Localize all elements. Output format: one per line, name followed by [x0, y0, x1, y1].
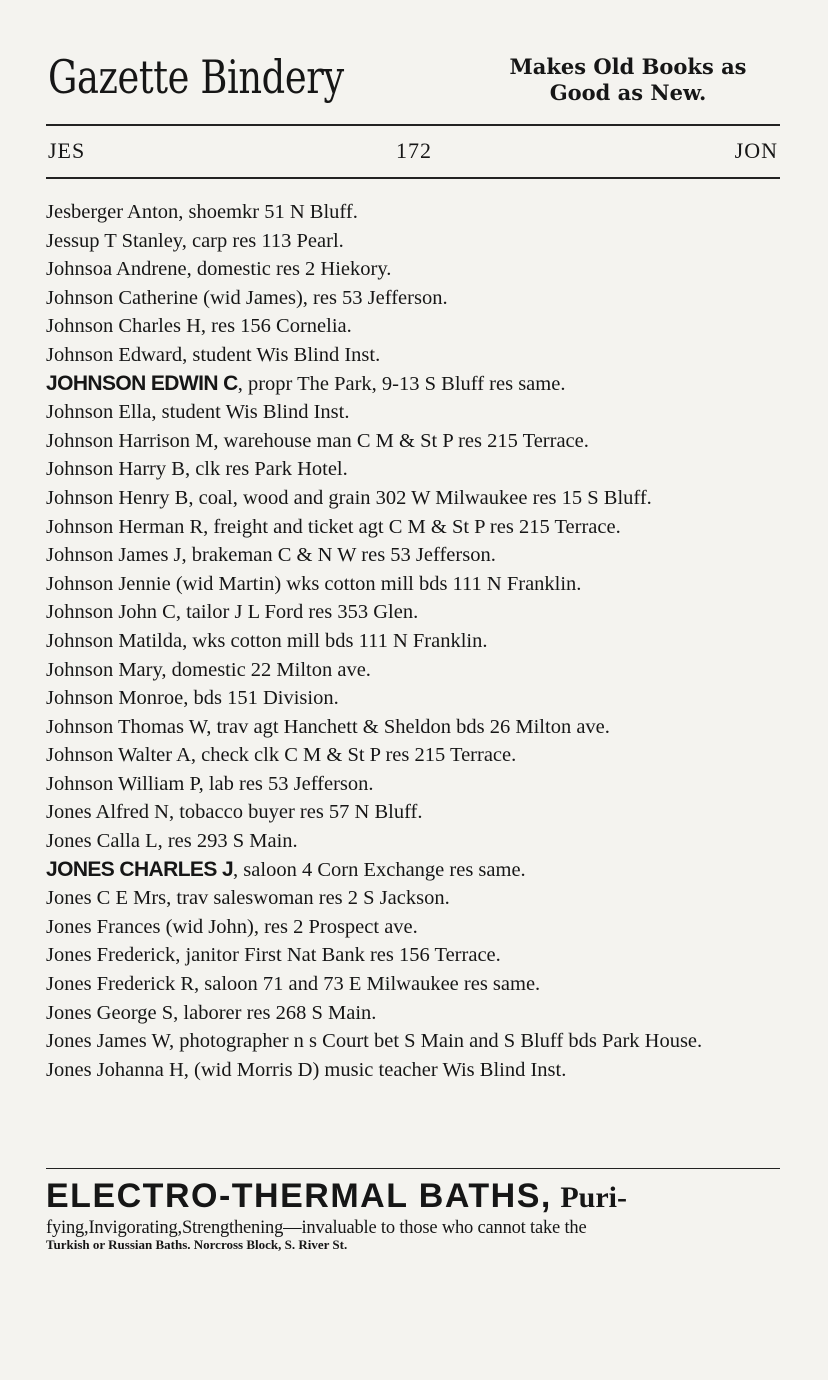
entry-name: Johnson Jennie: [46, 572, 171, 595]
entry-name: Jones Calla L: [46, 830, 158, 853]
entry-name: Jones George S: [46, 1001, 174, 1024]
footer-advertisement: [46, 1176, 786, 1252]
header-rule: [46, 124, 780, 126]
directory-entry: [46, 913, 780, 942]
entry-details: , laborer res 268 S Main.: [173, 1001, 377, 1024]
entry-details: , clk res Park Hotel.: [184, 458, 348, 481]
footer-rule: [46, 1168, 780, 1169]
directory-entry: [46, 684, 780, 713]
entry-name: Johnson Monroe: [46, 687, 184, 710]
entry-details: , saloon 71 and 73 E Milwaukee res same.: [194, 973, 541, 996]
entry-name: Johnson Thomas W: [46, 715, 207, 738]
ad-address-line: Turkish or Russian Baths. Norcross Block, S. River St.: [46, 1237, 348, 1252]
entry-details: , student Wis Blind Inst.: [151, 401, 350, 424]
directory-entry: [46, 1027, 780, 1056]
directory-entry: [46, 941, 780, 970]
ad-headline-tail: Puri-: [560, 1181, 627, 1214]
directory-entry: [46, 798, 780, 827]
banner-tagline: [474, 54, 782, 106]
entry-name: Johnson Catherine: [46, 286, 199, 309]
directory-entry: [46, 884, 780, 913]
entry-name: Jesberger Anton: [46, 201, 179, 223]
entry-name: Johnson Charles H: [46, 315, 201, 338]
directory-entry: [46, 970, 780, 999]
entry-details: , propr The Park, 9-13 S Bluff res same.: [237, 372, 566, 395]
entry-name: Jessup T Stanley: [46, 229, 182, 252]
banner-title: Gazette Bindery: [48, 50, 344, 104]
entry-name: Johnson James J: [46, 544, 182, 567]
entry-details: , tailor J L Ford res 353 Glen.: [175, 601, 419, 624]
entry-name: Johnson Ella: [46, 401, 152, 424]
directory-entry-featured: [46, 856, 780, 885]
entry-name: JOHNSON EDWIN C: [46, 371, 238, 395]
directory-entry: [46, 598, 780, 627]
entry-details: , warehouse man C M & St P res 215 Terrace.: [213, 429, 589, 452]
directory-entry-featured: [46, 370, 780, 399]
entry-details: , lab res 53 Jefferson.: [198, 772, 374, 795]
entry-name: Johnson William P: [46, 772, 199, 795]
entry-name: Johnson John C: [46, 601, 176, 624]
directory-entry: [46, 999, 780, 1028]
directory-entry: [46, 713, 780, 742]
directory-entry: [46, 284, 780, 313]
entry-name: Jones Frederick: [46, 944, 176, 967]
entry-details: , photographer n s Court bet S Main and S Bluff bds Park House.: [169, 1030, 703, 1053]
page-number: 172: [396, 138, 432, 163]
entry-name: Johnson Harrison M: [46, 429, 214, 452]
entry-name: Johnson Herman R: [46, 515, 204, 538]
directory-entries: [46, 198, 780, 1084]
entry-name: Jones Johanna H: [46, 1058, 184, 1081]
entry-details: , check clk C M & St P res 215 Terrace.: [190, 744, 517, 767]
entry-details: , freight and ticket agt C M & St P res 215 Terrace.: [203, 515, 621, 538]
directory-entry: [46, 427, 780, 456]
banner-tagline-line-2: Good as New.: [549, 80, 707, 105]
entry-details: , domestic 22 Milton ave.: [161, 658, 371, 681]
entry-details: , shoemkr 51 N Bluff.: [178, 201, 358, 223]
directory-entry: [46, 541, 780, 570]
directory-entry: [46, 741, 780, 770]
entry-name: Jones James W: [46, 1030, 169, 1053]
running-head-rule: [46, 177, 780, 179]
entry-details: , trav saleswoman res 2 S Jackson.: [166, 887, 450, 910]
running-head-left: JES: [48, 138, 86, 163]
directory-entry: [46, 827, 780, 856]
directory-entry: [46, 312, 780, 341]
directory-entry: [46, 513, 780, 542]
entry-name: Johnson Matilda: [46, 629, 183, 652]
banner-tagline-line-1: Makes Old Books as: [509, 54, 747, 79]
entry-name: Jones C E Mrs: [46, 887, 167, 910]
entry-name: Johnson Edward: [46, 343, 183, 366]
entry-name: Johnson Henry B: [46, 486, 189, 509]
entry-details: (wid James), res 53 Jefferson.: [198, 286, 448, 309]
directory-entry: [46, 570, 780, 599]
directory-entry: [46, 398, 780, 427]
entry-name: JONES CHARLES J: [46, 857, 234, 881]
directory-entry: [46, 1056, 780, 1085]
entry-details: , res 293 S Main.: [157, 830, 298, 853]
directory-entry: [46, 770, 780, 799]
entry-details: (wid Martin) wks cotton mill bds 111 N Franklin.: [170, 572, 582, 595]
directory-entry: [46, 627, 780, 656]
advertisement-banner: [46, 46, 782, 118]
directory-entry: [46, 198, 780, 227]
running-head-right: JON: [734, 138, 778, 163]
directory-entry: [46, 656, 780, 685]
directory-entry: [46, 255, 780, 284]
entry-name: Johnson Harry B: [46, 458, 185, 481]
entry-details: , brakeman C & N W res 53 Jefferson.: [181, 544, 496, 567]
ad-headline: ELECTRO-THERMAL BATHS,: [46, 1177, 552, 1215]
directory-entry: [46, 455, 780, 484]
directory-entry: [46, 341, 780, 370]
entry-name: Johnsoa Andrene: [46, 258, 187, 281]
entry-details: , wks cotton mill bds 111 N Franklin.: [182, 629, 488, 652]
entry-name: Jones Frederick R: [46, 973, 195, 996]
ad-body-line: fying,Invigorating,Strengthening—invaluable to those who cannot take the: [46, 1218, 587, 1238]
entry-details: , bds 151 Division.: [183, 687, 339, 710]
ad-headline-line: [46, 1176, 786, 1218]
entry-name: Jones Frances: [46, 915, 161, 938]
entry-name: Jones Alfred N: [46, 801, 169, 824]
directory-entry: [46, 484, 780, 513]
entry-details: , res 156 Cornelia.: [200, 315, 352, 338]
entry-details: (wid John), res 2 Prospect ave.: [160, 915, 418, 938]
entry-details: , carp res 113 Pearl.: [181, 229, 344, 252]
entry-name: Johnson Mary: [46, 658, 162, 681]
entry-details: , student Wis Blind Inst.: [182, 343, 381, 366]
entry-details: , domestic res 2 Hiekory.: [186, 258, 392, 281]
entry-details: , tobacco buyer res 57 N Bluff.: [168, 801, 423, 824]
running-head: [46, 138, 780, 168]
entry-details: , saloon 4 Corn Exchange res same.: [233, 858, 526, 881]
entry-details: , trav agt Hanchett & Sheldon bds 26 Milton ave.: [206, 715, 610, 738]
entry-details: , coal, wood and grain 302 W Milwaukee res 15 S Bluff.: [188, 486, 652, 509]
entry-name: Johnson Walter A: [46, 744, 191, 767]
entry-details: , (wid Morris D) music teacher Wis Blind Inst.: [183, 1058, 567, 1081]
entry-details: , janitor First Nat Bank res 156 Terrace.: [175, 944, 501, 967]
directory-entry: [46, 227, 780, 256]
